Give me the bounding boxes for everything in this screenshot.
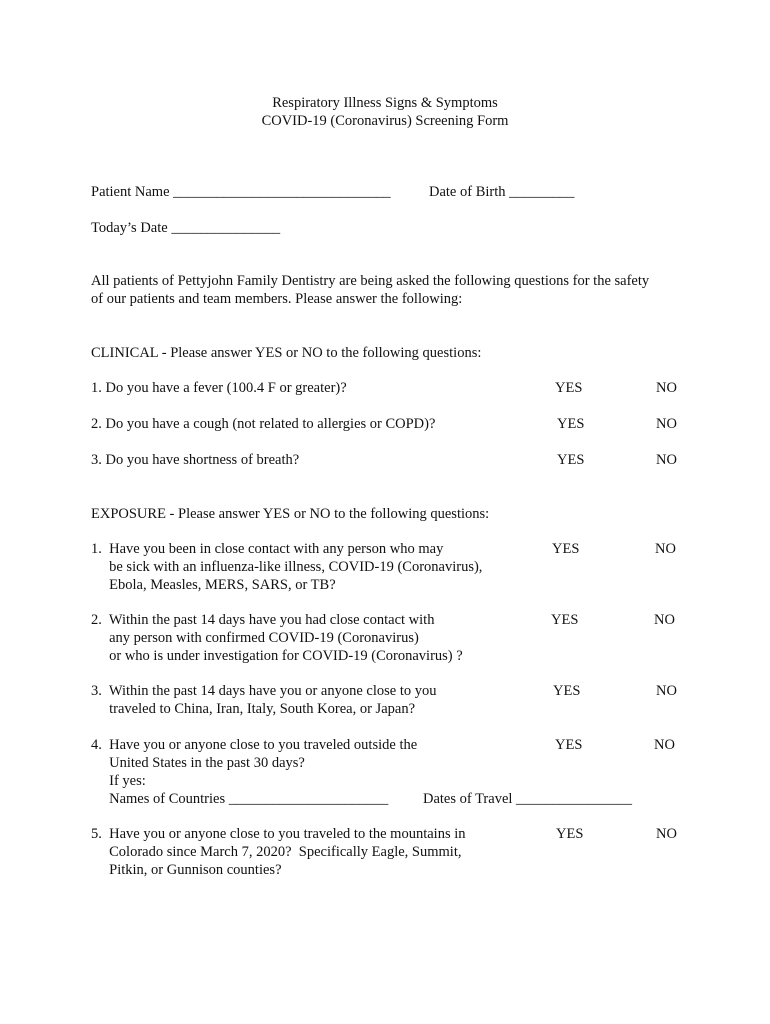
- exposure-question-4: [91, 736, 417, 790]
- exposure-q4-line-3: If yes:: [91, 773, 146, 789]
- date-of-birth-field[interactable]: Date of Birth _________: [429, 184, 575, 200]
- form-title-line-2: COVID-19 (Coronavirus) Screening Form: [261, 113, 509, 129]
- exposure-q4-yes-option[interactable]: YES: [555, 737, 583, 753]
- clinical-q2-yes-option[interactable]: YES: [557, 416, 585, 432]
- exposure-q1-yes-option[interactable]: YES: [552, 541, 580, 557]
- clinical-question-2: 2. Do you have a cough (not related to allergies or COPD)?: [91, 416, 436, 432]
- travel-dates-field[interactable]: Dates of Travel ________________: [423, 791, 633, 807]
- exposure-q5-line-3: Pitkin, or Gunnison counties?: [91, 862, 282, 878]
- exposure-q3-line-2: traveled to China, Iran, Italy, South Korea, or Japan?: [91, 701, 415, 717]
- exposure-q3-line-1: 3. Within the past 14 days have you or anyone close to you: [91, 683, 437, 699]
- clinical-q1-no-option[interactable]: NO: [656, 380, 677, 396]
- exposure-q1-line-1: 1. Have you been in close contact with any person who may: [91, 541, 444, 557]
- patient-name-field[interactable]: Patient Name ______________________________: [91, 184, 391, 200]
- todays-date-field[interactable]: Today’s Date _______________: [91, 220, 281, 236]
- clinical-heading: CLINICAL - Please answer YES or NO to the following questions:: [91, 345, 482, 361]
- clinical-q2-no-option[interactable]: NO: [656, 416, 677, 432]
- exposure-q4-no-option[interactable]: NO: [654, 737, 675, 753]
- exposure-q2-line-3: or who is under investigation for COVID-19 (Coronavirus) ?: [91, 648, 463, 664]
- intro-line-1: All patients of Pettyjohn Family Dentistry are being asked the following questions for the safety: [91, 273, 650, 289]
- exposure-q3-yes-option[interactable]: YES: [553, 683, 581, 699]
- clinical-q1-yes-option[interactable]: YES: [555, 380, 583, 396]
- countries-field[interactable]: Names of Countries ______________________: [91, 791, 389, 807]
- form-title-line-1: Respiratory Illness Signs & Symptoms: [272, 95, 498, 111]
- exposure-q2-line-1: 2. Within the past 14 days have you had close contact with: [91, 612, 435, 628]
- clinical-q3-no-option[interactable]: NO: [656, 452, 677, 468]
- exposure-q5-line-1: 5. Have you or anyone close to you traveled to the mountains in: [91, 826, 466, 842]
- clinical-question-1: 1. Do you have a fever (100.4 F or greater)?: [91, 380, 347, 396]
- exposure-heading: EXPOSURE - Please answer YES or NO to the following questions:: [91, 506, 490, 522]
- exposure-question-5: [91, 825, 466, 879]
- exposure-q4-line-2: United States in the past 30 days?: [91, 755, 305, 771]
- exposure-q2-line-2: any person with confirmed COVID-19 (Coronavirus): [91, 630, 419, 646]
- exposure-q5-yes-option[interactable]: YES: [556, 826, 584, 842]
- exposure-q2-no-option[interactable]: NO: [654, 612, 675, 628]
- exposure-q5-line-2: Colorado since March 7, 2020? Specifically Eagle, Summit,: [91, 844, 462, 860]
- clinical-q3-yes-option[interactable]: YES: [557, 452, 585, 468]
- exposure-q2-yes-option[interactable]: YES: [551, 612, 579, 628]
- clinical-question-3: 3. Do you have shortness of breath?: [91, 452, 300, 468]
- exposure-question-3: [91, 682, 436, 718]
- exposure-q5-no-option[interactable]: NO: [656, 826, 677, 842]
- exposure-q3-no-option[interactable]: NO: [656, 683, 677, 699]
- exposure-q1-no-option[interactable]: NO: [655, 541, 676, 557]
- exposure-q1-line-2: be sick with an influenza-like illness, COVID-19 (Coronavirus),: [91, 559, 483, 575]
- exposure-question-2: [91, 611, 463, 665]
- exposure-question-1: [91, 540, 482, 594]
- exposure-q1-line-3: Ebola, Measles, MERS, SARS, or TB?: [91, 577, 336, 593]
- exposure-q4-line-1: 4. Have you or anyone close to you traveled outside the: [91, 737, 418, 753]
- intro-line-2: of our patients and team members. Please answer the following:: [91, 291, 463, 307]
